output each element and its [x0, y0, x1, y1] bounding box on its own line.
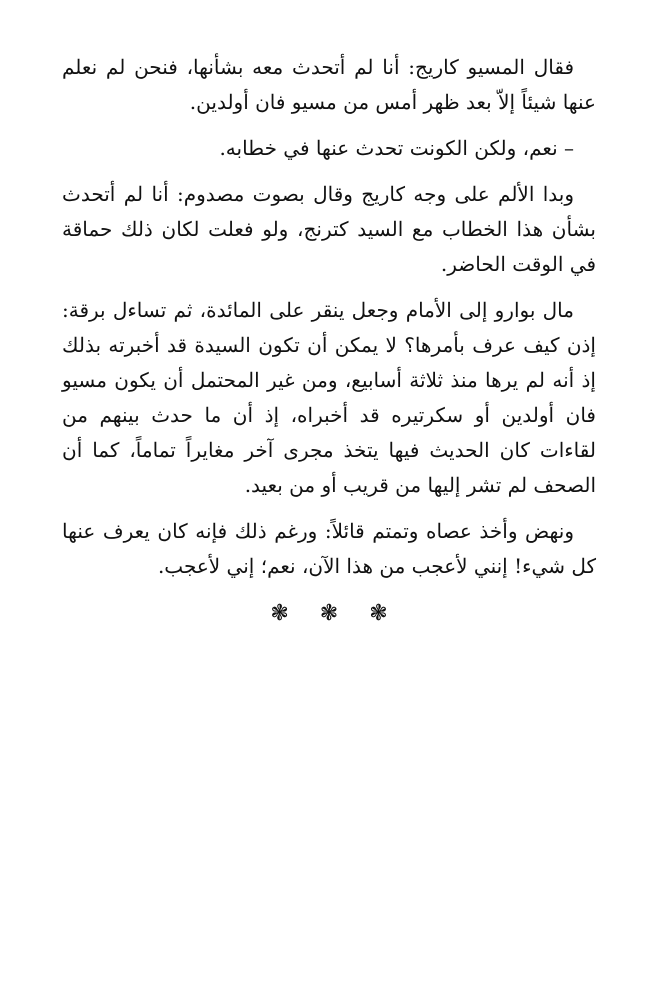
paragraph-3: وبدا الألم على وجه كاريج وقال بصوت مصدوم: أنا لم أتحدث بشأن هذا الخطاب مع السيد كترنج، ولو فعلت لكان ذلك حماقة في الوقت الحاضر. [62, 182, 596, 276]
section-separator [62, 596, 596, 631]
book-page [62, 50, 596, 631]
paragraph-4: مال بوارو إلى الأمام وجعل ينقر على المائدة، ثم تساءل برقة: إذن كيف عرف بأمرها؟ لا يمكن أن تكون السيدة قد أخبرته بذلك إذ أنه لم يرها منذ ثلاثة أسابيع، ومن غير المحتمل أن يكون مسيو فان أولدين أو سكرتيره قد أخبراه، إذ أن ما حدث بينهم من لقاءات كان الحديث فيها يتخذ مجرى آخر مغايراً تماماً، كما أن الصحف لم تشر إليها من قريب أو من بعيد. [62, 298, 596, 497]
paragraph-1: فقال المسيو كاريج: أنا لم أتحدث معه بشأنها، فنحن لم نعلم عنها شيئاً إلاّ بعد ظهر أمس من مسيو فان أولدين. [62, 55, 596, 114]
separator-ornament-icon: ❃ [270, 601, 289, 626]
separator-ornament-icon: ❃ [369, 601, 388, 626]
separator-ornament-icon: ❃ [319, 601, 339, 626]
paragraph-2: – نعم، ولكن الكونت تحدث عنها في خطابه. [219, 136, 574, 160]
paragraph-5: ونهض وأخذ عصاه وتمتم قائلاً: ورغم ذلك فإنه كان يعرف عنها كل شيء! إنني لأعجب من هذا الآن، نعم؛ إني لأعجب. [62, 519, 596, 578]
